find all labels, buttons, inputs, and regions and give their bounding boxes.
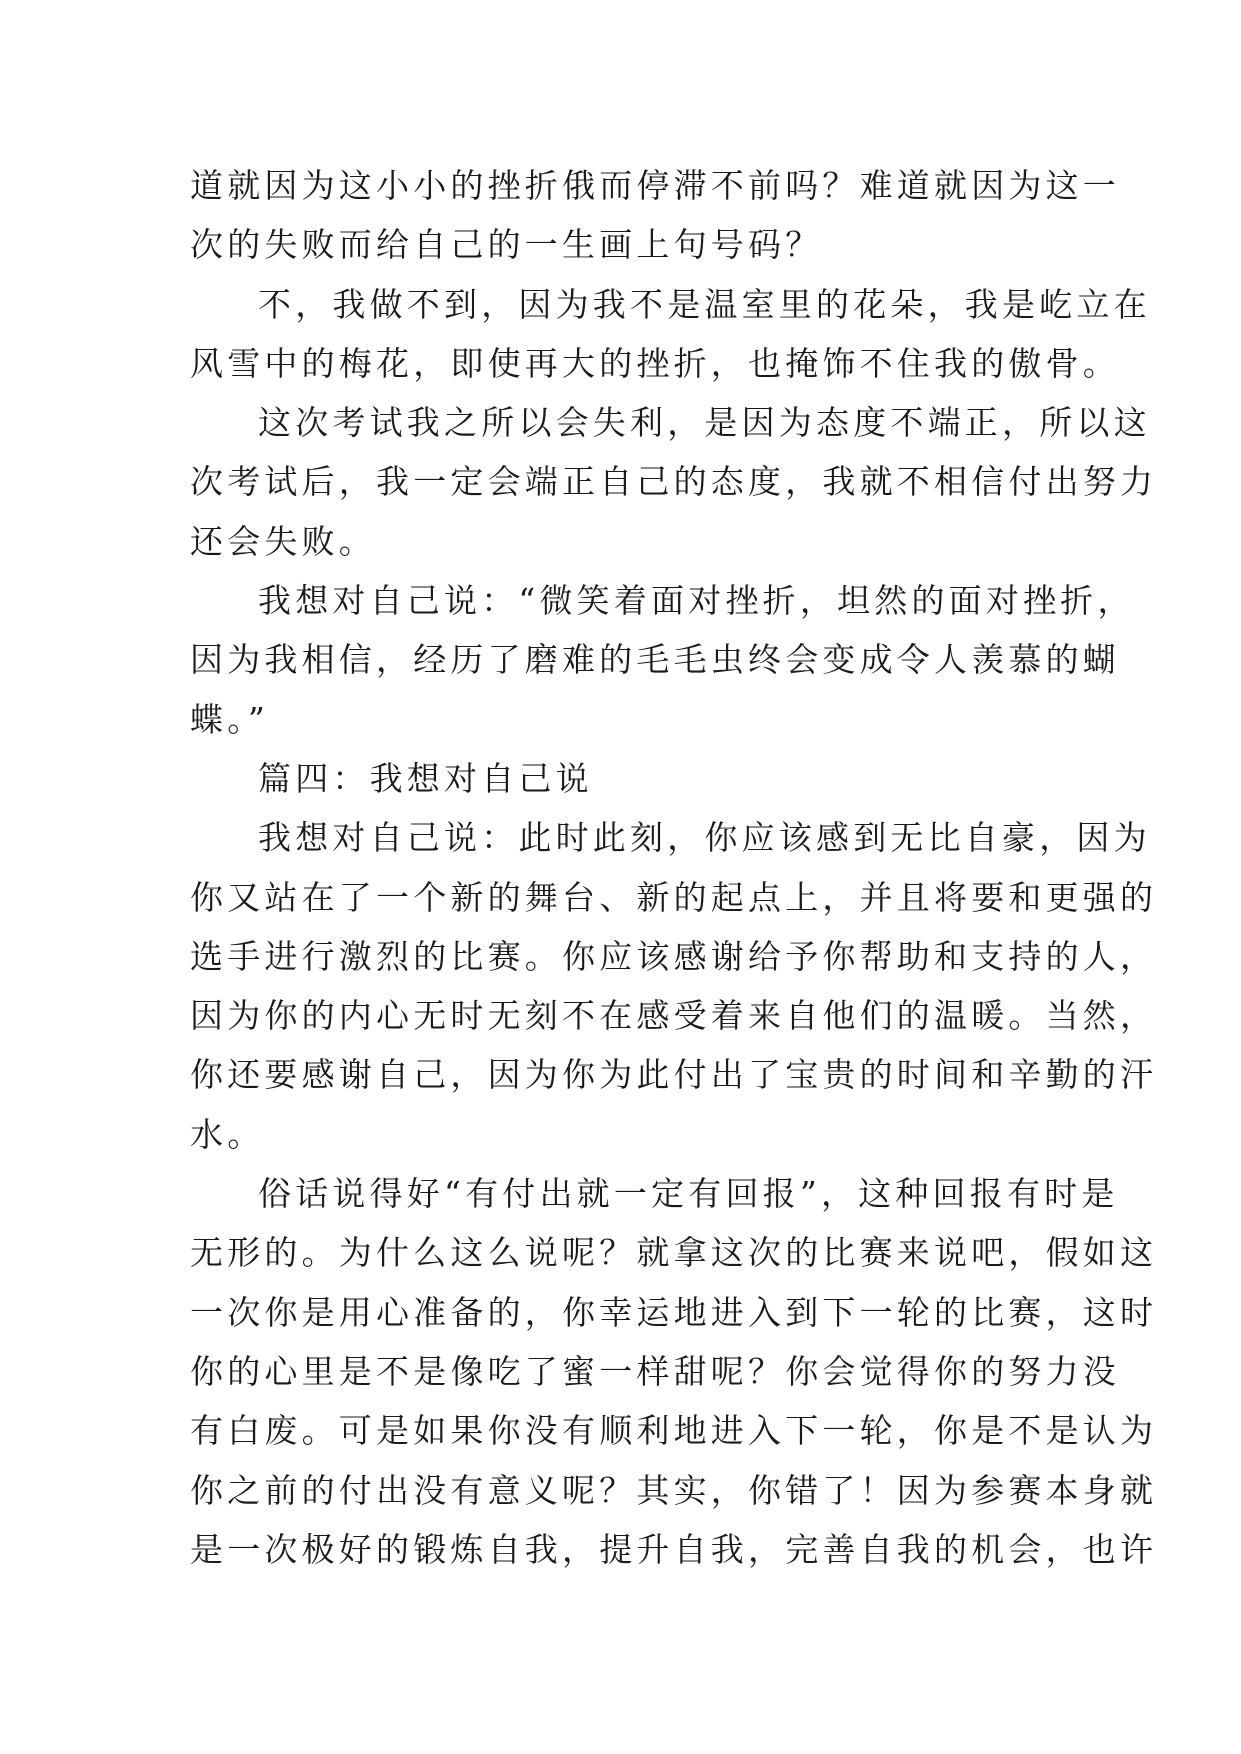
paragraph-5 — [190, 808, 1158, 1164]
paragraph-1 — [190, 156, 1120, 275]
text-line: 不，我做不到，因为我不是温室里的花朵，我是屹立在 — [258, 284, 1151, 324]
text-line: 俗话说得好“有付出就一定有回报”，这种回报有时是 — [258, 1174, 1119, 1214]
text-line: 是一次极好的锻炼自我，提升自我，完善自我的机会，也许 — [190, 1529, 1158, 1569]
text-line: 因为我相信，经历了磨难的毛毛虫终会变成令人羡慕的蝴 — [190, 640, 1120, 680]
paragraph-6 — [190, 1164, 1158, 1579]
text-line: 还会失败。 — [190, 521, 376, 561]
text-line: 选手进行激烈的比赛。你应该感谢给予你帮助和支持的人， — [190, 936, 1158, 976]
text-line: 无形的。为什么这么说呢？就拿这次的比赛来说吧，假如这 — [190, 1233, 1158, 1273]
text-line: 你又站在了一个新的舞台、新的起点上，并且将要和更强的 — [190, 877, 1158, 917]
document-body — [190, 156, 1158, 1579]
text-line: 你的心里是不是像吃了蜜一样甜呢？你会觉得你的努力没 — [190, 1351, 1120, 1391]
text-line: 我想对自己说：“微笑着面对挫折，坦然的面对挫折， — [258, 581, 1135, 621]
text-line: 水。 — [190, 1114, 265, 1154]
text-line: 次考试后，我一定会端正自己的态度，我就不相信付出努力 — [190, 462, 1158, 502]
text-line: 这次考试我之所以会失利，是因为态度不端正，所以这 — [258, 403, 1151, 443]
paragraph-2 — [190, 275, 1151, 394]
section-heading — [190, 749, 1052, 808]
text-line: 因为你的内心无时无刻不在感受着来自他们的温暖。当然， — [190, 996, 1158, 1036]
paragraph-4 — [190, 571, 1135, 749]
text-line: 次的失败而给自己的一生画上句号码？ — [190, 225, 823, 265]
text-line: 有白废。可是如果你没有顺利地进入下一轮，你是不是认为 — [190, 1411, 1158, 1451]
text-line: 你之前的付出没有意义呢？其实，你错了！因为参赛本身就 — [190, 1470, 1158, 1510]
text-line: 一次你是用心准备的，你幸运地进入到下一轮的比赛，这时 — [190, 1292, 1158, 1332]
section-title: 篇四：我想对自己说 — [258, 758, 593, 798]
text-line: 你还要感谢自己，因为你为此付出了宝贵的时间和辛勤的汗 — [190, 1055, 1158, 1095]
text-line: 蝶。” — [190, 699, 269, 739]
text-line: 我想对自己说：此时此刻，你应该感到无比自豪，因为 — [258, 818, 1151, 858]
paragraph-3 — [190, 393, 1158, 571]
text-line: 道就因为这小小的挫折俄而停滞不前吗？难道就因为这一 — [190, 166, 1120, 205]
text-line: 风雪中的梅花，即使再大的挫折，也掩饰不住我的傲骨。 — [190, 343, 1120, 383]
